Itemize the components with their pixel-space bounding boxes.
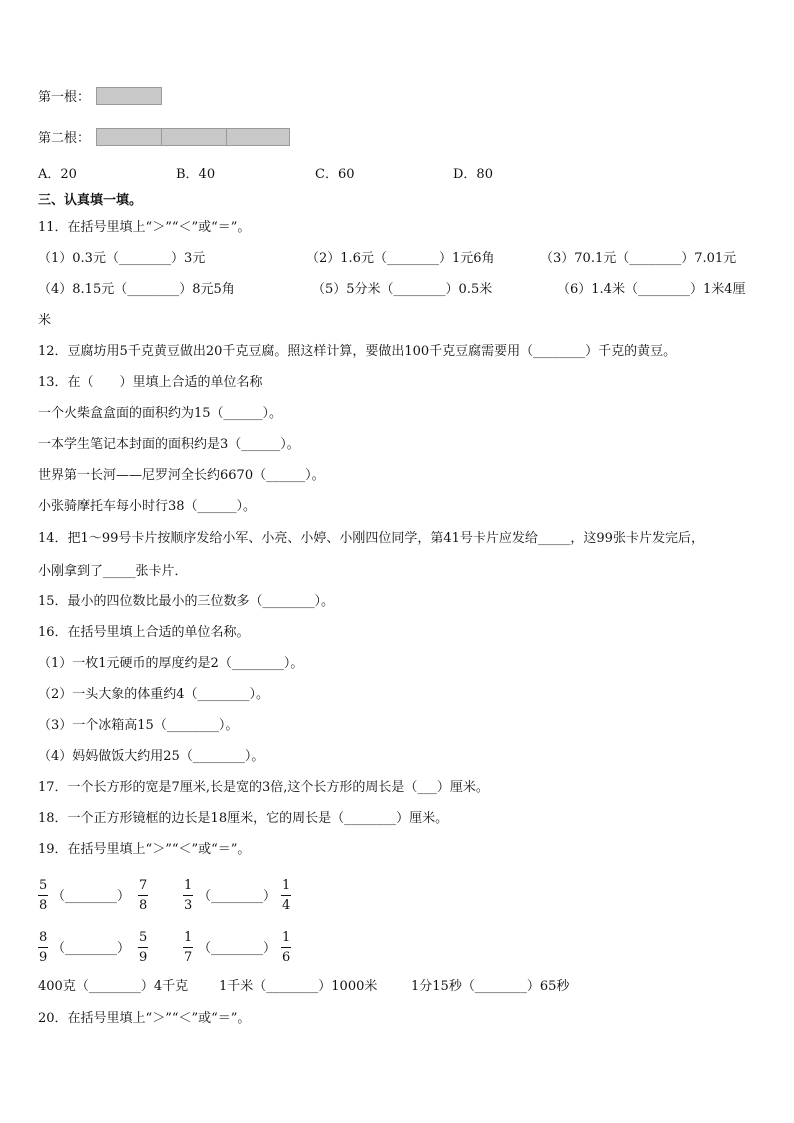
fraction-bar <box>183 895 193 896</box>
second-bar-segment <box>162 129 227 145</box>
fraction-bar <box>183 947 193 948</box>
fraction-bar <box>138 895 148 896</box>
fraction-bar <box>281 895 291 896</box>
q11-item: （3）70.1元（________）7.01元 <box>540 251 737 266</box>
q17: 17．一个长方形的宽是7厘米,长是宽的3倍,这个长方形的周长是（___）厘米。 <box>38 780 489 795</box>
fraction-denominator: 4 <box>282 898 291 913</box>
fraction-numerator: 5 <box>139 930 148 945</box>
q19-unit-compare: 1分15秒（________）65秒 <box>411 979 570 994</box>
fraction-denominator: 8 <box>39 898 48 913</box>
q13-line: 一本学生笔记本封面的面积约是3（______）。 <box>38 437 300 452</box>
first-bar-label: 第一根： <box>38 90 91 105</box>
fraction-bar <box>38 947 48 948</box>
choice-d: D．80 <box>453 167 493 182</box>
compare-blank: （________） <box>52 889 131 904</box>
fraction-bar <box>38 895 48 896</box>
fraction-denominator: 9 <box>39 950 48 965</box>
q16-line: （2）一头大象的体重约4（________）。 <box>38 687 270 702</box>
q16-line: （1）一枚1元硬币的厚度约是2（________）。 <box>38 656 304 671</box>
q12: 12．豆腐坊用5千克黄豆做出20千克豆腐。照这样计算，要做出100千克豆腐需要用（________）千克的黄豆。 <box>38 344 677 359</box>
choice-b: B．40 <box>176 167 216 182</box>
fraction-denominator: 9 <box>139 950 148 965</box>
q11-item: （1）0.3元（________）3元 <box>38 251 206 266</box>
q19-stem: 19．在括号里填上“＞”“＜”或“＝”。 <box>38 842 251 857</box>
second-bar <box>96 128 290 146</box>
q16-line: （4）妈妈做饭大约用25（________）。 <box>38 749 265 764</box>
fraction-numerator: 7 <box>139 878 148 893</box>
fraction-numerator: 1 <box>184 930 193 945</box>
q13-line: 世界第一长河——尼罗河全长约6670（______）。 <box>38 468 325 483</box>
fraction-denominator: 6 <box>282 950 291 965</box>
q16-line: （3）一个冰箱高15（________）。 <box>38 718 239 733</box>
section-title: 三、认真填一填。 <box>38 193 143 208</box>
compare-blank: （________） <box>198 941 277 956</box>
q13-line: 小张骑摩托车每小时行38（______）。 <box>38 499 257 514</box>
fraction-numerator: 1 <box>282 930 291 945</box>
q13-line: 一个火柴盒盒面的面积约为15（______）。 <box>38 406 283 421</box>
compare-blank: （________） <box>52 941 131 956</box>
fraction-bar <box>138 947 148 948</box>
q11-item: （5）5分米（________）0.5米 <box>312 282 493 297</box>
fraction-bar <box>281 947 291 948</box>
first-bar <box>96 87 162 105</box>
q11-item: （2）1.6元（________）1元6角 <box>306 251 495 266</box>
q19-unit-compare: 400克（________）4千克 <box>38 979 189 994</box>
second-bar-segment <box>97 129 162 145</box>
fraction <box>38 878 48 914</box>
choice-a: A．20 <box>38 167 77 182</box>
fraction <box>138 930 148 966</box>
q11-stem: 11．在括号里填上“＞”“＜”或“＝”。 <box>38 220 251 235</box>
fraction-numerator: 5 <box>39 878 48 893</box>
q13-stem: 13．在（ ）里填上合适的单位名称 <box>38 375 263 390</box>
fraction <box>183 878 193 914</box>
fraction-numerator: 8 <box>39 930 48 945</box>
fraction-numerator: 1 <box>282 878 291 893</box>
q11-item: （6）1.4米（________）1米4厘 <box>557 282 746 297</box>
fraction <box>138 878 148 914</box>
fraction-numerator: 1 <box>184 878 193 893</box>
q11-item: （4）8.15元（________）8元5角 <box>38 282 235 297</box>
second-bar-label: 第二根： <box>38 131 91 146</box>
q18: 18．一个正方形镜框的边长是18厘米，它的周长是（________）厘米。 <box>38 811 449 826</box>
q11-item-continued: 米 <box>38 313 52 328</box>
q16-stem: 16．在括号里填上合适的单位名称。 <box>38 625 250 640</box>
fraction-denominator: 7 <box>184 950 193 965</box>
q20-stem: 20．在括号里填上“＞”“＜”或“＝”。 <box>38 1011 251 1026</box>
fraction <box>183 930 193 966</box>
fraction-denominator: 8 <box>139 898 148 913</box>
q15: 15．最小的四位数比最小的三位数多（________）。 <box>38 594 335 609</box>
fraction-denominator: 3 <box>184 898 193 913</box>
choice-c: C．60 <box>315 167 355 182</box>
q19-unit-compare: 1千米（________）1000米 <box>219 979 378 994</box>
q14-line2: 小刚拿到了_____张卡片． <box>38 564 188 579</box>
q14-line1: 14．把1～99号卡片按顺序发给小军、小亮、小婷、小刚四位同学，第41号卡片应发给_____，这99张卡片发完后， <box>38 531 704 546</box>
compare-blank: （________） <box>198 889 277 904</box>
fraction <box>38 930 48 966</box>
fraction <box>281 930 291 966</box>
fraction <box>281 878 291 914</box>
